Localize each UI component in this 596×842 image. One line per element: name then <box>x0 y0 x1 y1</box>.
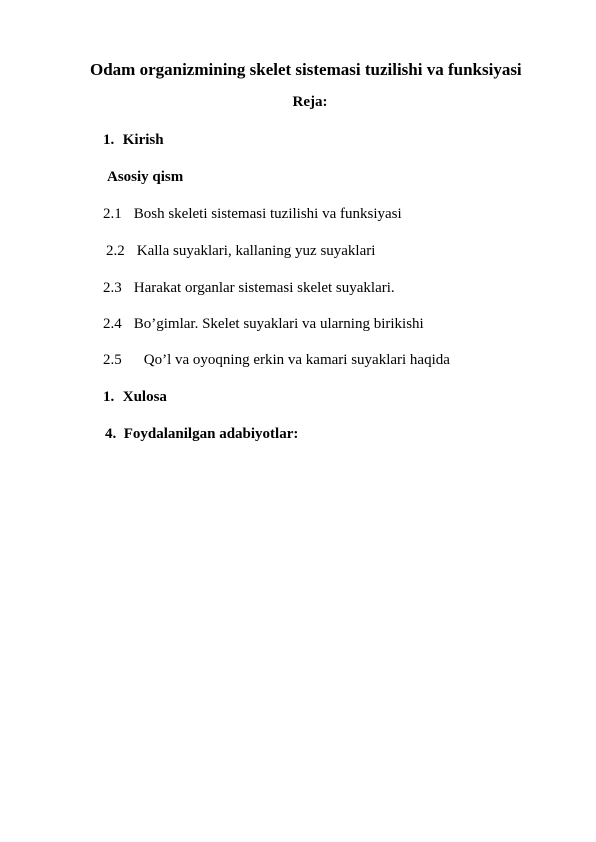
item-number: 2.3 <box>103 280 122 296</box>
item-text: Bosh skeleti sistemasi tuzilishi va funksiyasi <box>133 206 402 222</box>
item-number: 2.1 <box>103 206 122 222</box>
item-text: Bo’gimlar. Skelet suyaklari va ularning birikishi <box>133 316 424 332</box>
plan-item-references <box>105 426 298 443</box>
item-number: 2.4 <box>103 316 122 332</box>
plan-item-2-4 <box>103 316 424 333</box>
item-text: Kalla suyaklari, kallaning yuz suyaklari <box>136 243 376 259</box>
plan-item-conclusion <box>103 389 167 406</box>
plan-item-2-1 <box>103 206 402 223</box>
plan-item-2-3 <box>103 280 395 297</box>
item-text: Qo’l va oyoqning erkin va kamari suyaklari haqida <box>143 352 450 368</box>
item-text: Kirish <box>122 132 164 148</box>
item-number: 1. <box>103 132 115 148</box>
item-text: Asosiy qism <box>107 169 184 185</box>
item-number: 1. <box>103 389 115 405</box>
item-text: Xulosa <box>122 389 167 405</box>
plan-item-intro <box>103 132 164 149</box>
plan-heading: Reja: <box>292 94 328 110</box>
plan-item-main-section <box>107 169 183 186</box>
plan-item-2-5 <box>103 352 450 369</box>
document-title: Odam organizmining skelet sistemasi tuzilishi va funksiyasi <box>90 60 522 79</box>
item-number: 2.2 <box>106 243 125 259</box>
item-text: Harakat organlar sistemasi skelet suyaklari. <box>133 280 395 296</box>
item-text: Foydalanilgan adabiyotlar: <box>123 426 299 442</box>
item-number: 4. <box>105 426 117 442</box>
plan-item-2-2 <box>106 243 375 260</box>
item-number: 2.5 <box>103 352 122 368</box>
